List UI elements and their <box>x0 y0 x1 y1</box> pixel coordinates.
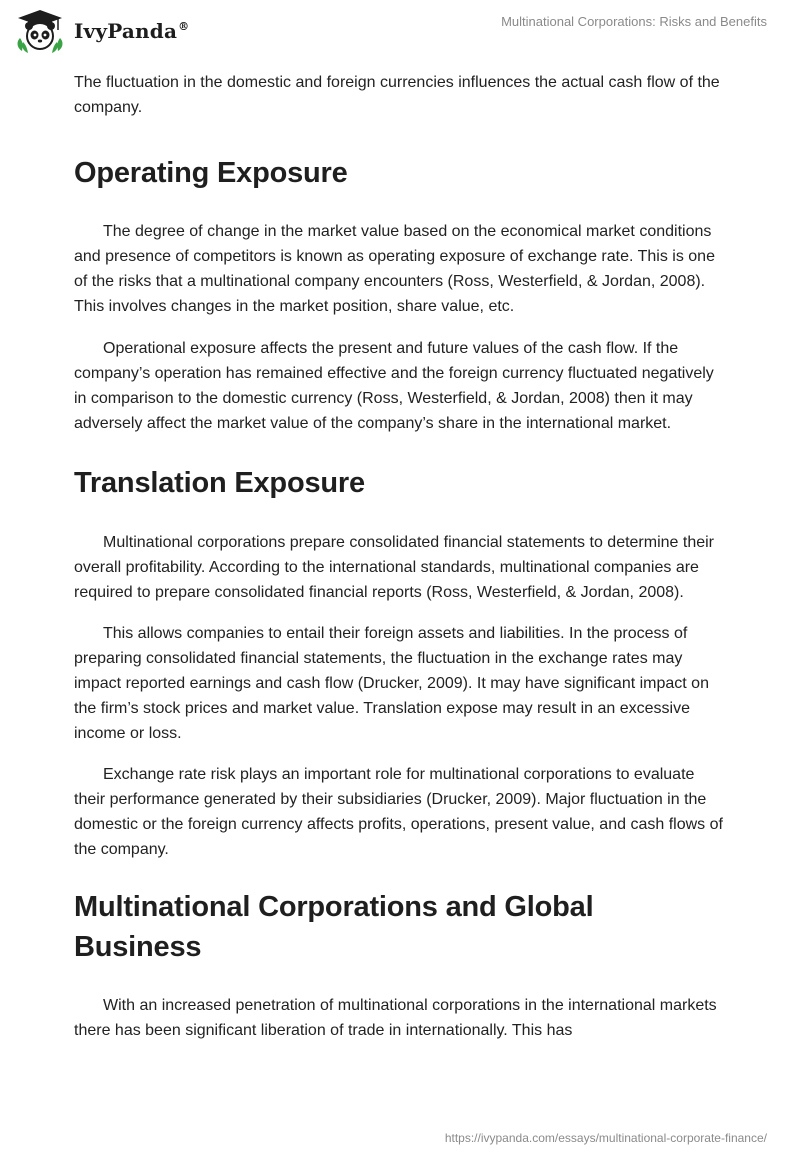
paragraph: This allows companies to entail their foreign assets and liabilities. In the process of preparing consolidated financial statements, the fluctuation in the exchange rates may impact reported earnings and cash flow (Drucker, 2009). It may have significant impact on the firm’s stock prices and market value. Translation expose may result in an excessive income or loss. <box>74 625 709 742</box>
paragraph: Multinational corporations prepare consolidated financial statements to determine their overall profitability. According to the international standards, multinational companies are required to prepare consolidated financial reports (Ross, Westerfield, & Jordan, 2008). <box>74 534 715 601</box>
source-url[interactable]: https://ivypanda.com/essays/multinational-corporate-finance/ <box>444 1131 767 1145</box>
trademark-symbol: ® <box>178 20 190 34</box>
paragraph: The degree of change in the market value based on the economical market conditions and presence of competitors is known as operating exposure of exchange rate. This is one of the risks that a multinational company encounters (Ross, Westerfield, & Jordan, 2008). This involves changes in the market position, share value, etc. <box>74 223 715 315</box>
paragraph: Exchange rate risk plays an important role for multinational corporations to evaluate their performance generated by their subsidiaries (Drucker, 2009). Major fluctuation in the domestic or the foreign currency affects profits, operations, present value, and cash flows of the company. <box>74 766 723 858</box>
ivypanda-logo[interactable] <box>14 8 189 54</box>
paragraph: With an increased penetration of multinational corporations in the international markets there has been significant liberation of trade in internationally. This has <box>74 997 717 1039</box>
brand-name: IvyPanda® <box>74 19 190 43</box>
section-heading-translation-exposure: Translation Exposure <box>74 467 365 499</box>
essay-content <box>74 70 726 1043</box>
section-heading-multinational-global-business: Multinational Corporations and Global Business <box>74 891 594 963</box>
page-header <box>0 0 800 64</box>
intro-paragraph: The fluctuation in the domestic and foreign currencies influences the actual cash flow of the company. <box>74 74 720 116</box>
panda-graduate-icon <box>14 8 66 54</box>
section-heading-operating-exposure: Operating Exposure <box>74 157 348 189</box>
document-title: Multinational Corporations: Risks and Benefits <box>501 14 767 29</box>
paragraph: Operational exposure affects the present and future values of the cash flow. If the company’s operation has remained effective and the foreign currency fluctuated negatively in comparison to the domestic currency (Ross, Westerfield, & Jordan, 2008) then it may adversely affect the market value of the company’s share in the international market. <box>74 340 714 432</box>
